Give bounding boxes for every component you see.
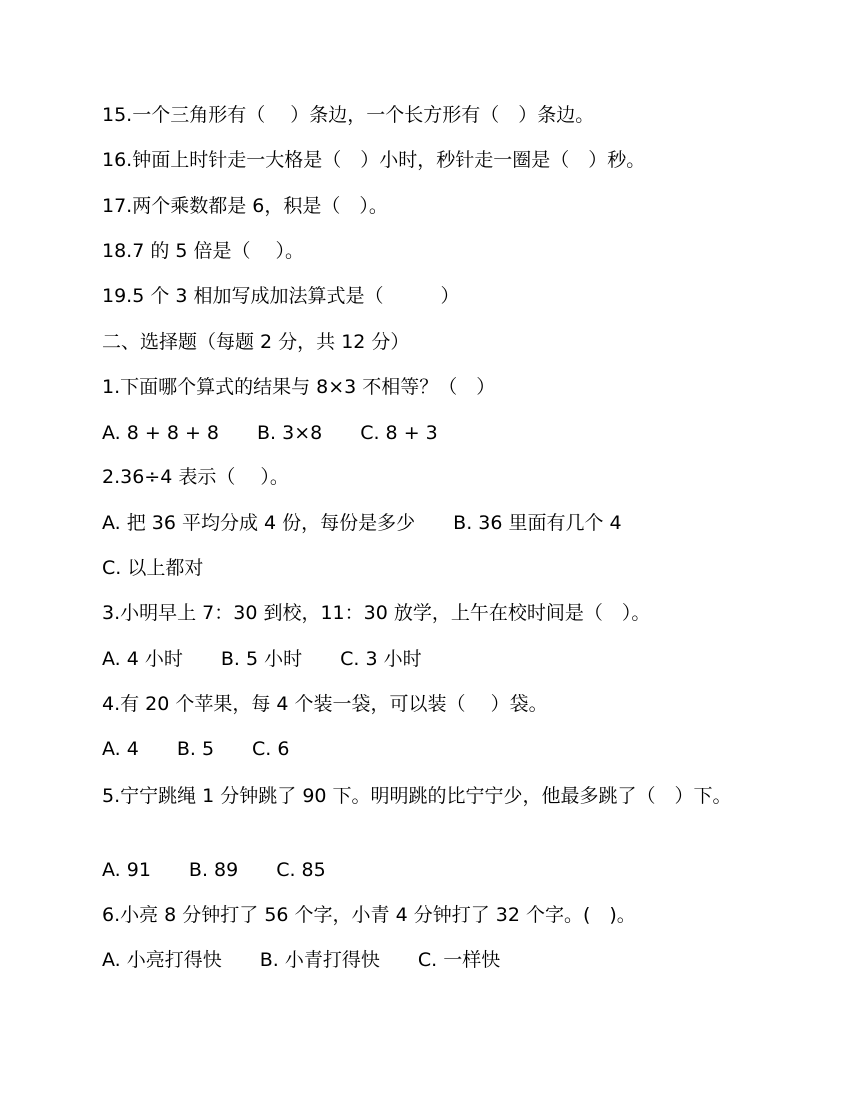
fill-in-question-16: 16.钟面上时针走一大格是（ ）小时，秒针走一圈是（ ）秒。 [102, 149, 646, 171]
choice-options-2-line-2: C. 以上都对 [102, 557, 204, 579]
fill-in-question-15: 15.一个三角形有（ ）条边，一个长方形有（ ）条边。 [102, 104, 595, 126]
choice-options-4: A. 4 B. 5 C. 6 [102, 738, 290, 760]
choice-question-6: 6.小亮 8 分钟打了 56 个字，小青 4 分钟打了 32 个字。( )。 [102, 904, 636, 926]
fill-in-question-17: 17.两个乘数都是 6，积是（ ）。 [102, 195, 388, 217]
fill-in-question-18: 18.7 的 5 倍是（ ）。 [102, 240, 305, 262]
choice-question-3: 3.小明早上 7：30 到校，11：30 放学，上午在校时间是（ ）。 [102, 602, 651, 624]
choice-options-1: A. 8 + 8 + 8 B. 3×8 C. 8 + 3 [102, 422, 438, 444]
choice-options-5: A. 91 B. 89 C. 85 [102, 859, 326, 881]
choice-options-3: A. 4 小时 B. 5 小时 C. 3 小时 [102, 648, 422, 670]
choice-options-2-line-1: A. 把 36 平均分成 4 份，每份是多少 B. 36 里面有几个 4 [102, 512, 622, 534]
fill-in-question-19: 19.5 个 3 相加写成加法算式是（ ） [102, 285, 460, 307]
choice-question-4: 4.有 20 个苹果，每 4 个装一袋，可以装（ ）袋。 [102, 693, 548, 715]
choice-question-1: 1.下面哪个算式的结果与 8×3 不相等？（ ） [102, 376, 496, 398]
section-two-title: 二、选择题（每题 2 分，共 12 分） [102, 331, 410, 353]
choice-options-6: A. 小亮打得快 B. 小青打得快 C. 一样快 [102, 949, 501, 971]
choice-question-2: 2.36÷4 表示（ ）。 [102, 466, 289, 488]
choice-question-5: 5.宁宁跳绳 1 分钟跳了 90 下。明明跳的比宁宁少，他最多跳了（ ）下。 [102, 785, 732, 807]
